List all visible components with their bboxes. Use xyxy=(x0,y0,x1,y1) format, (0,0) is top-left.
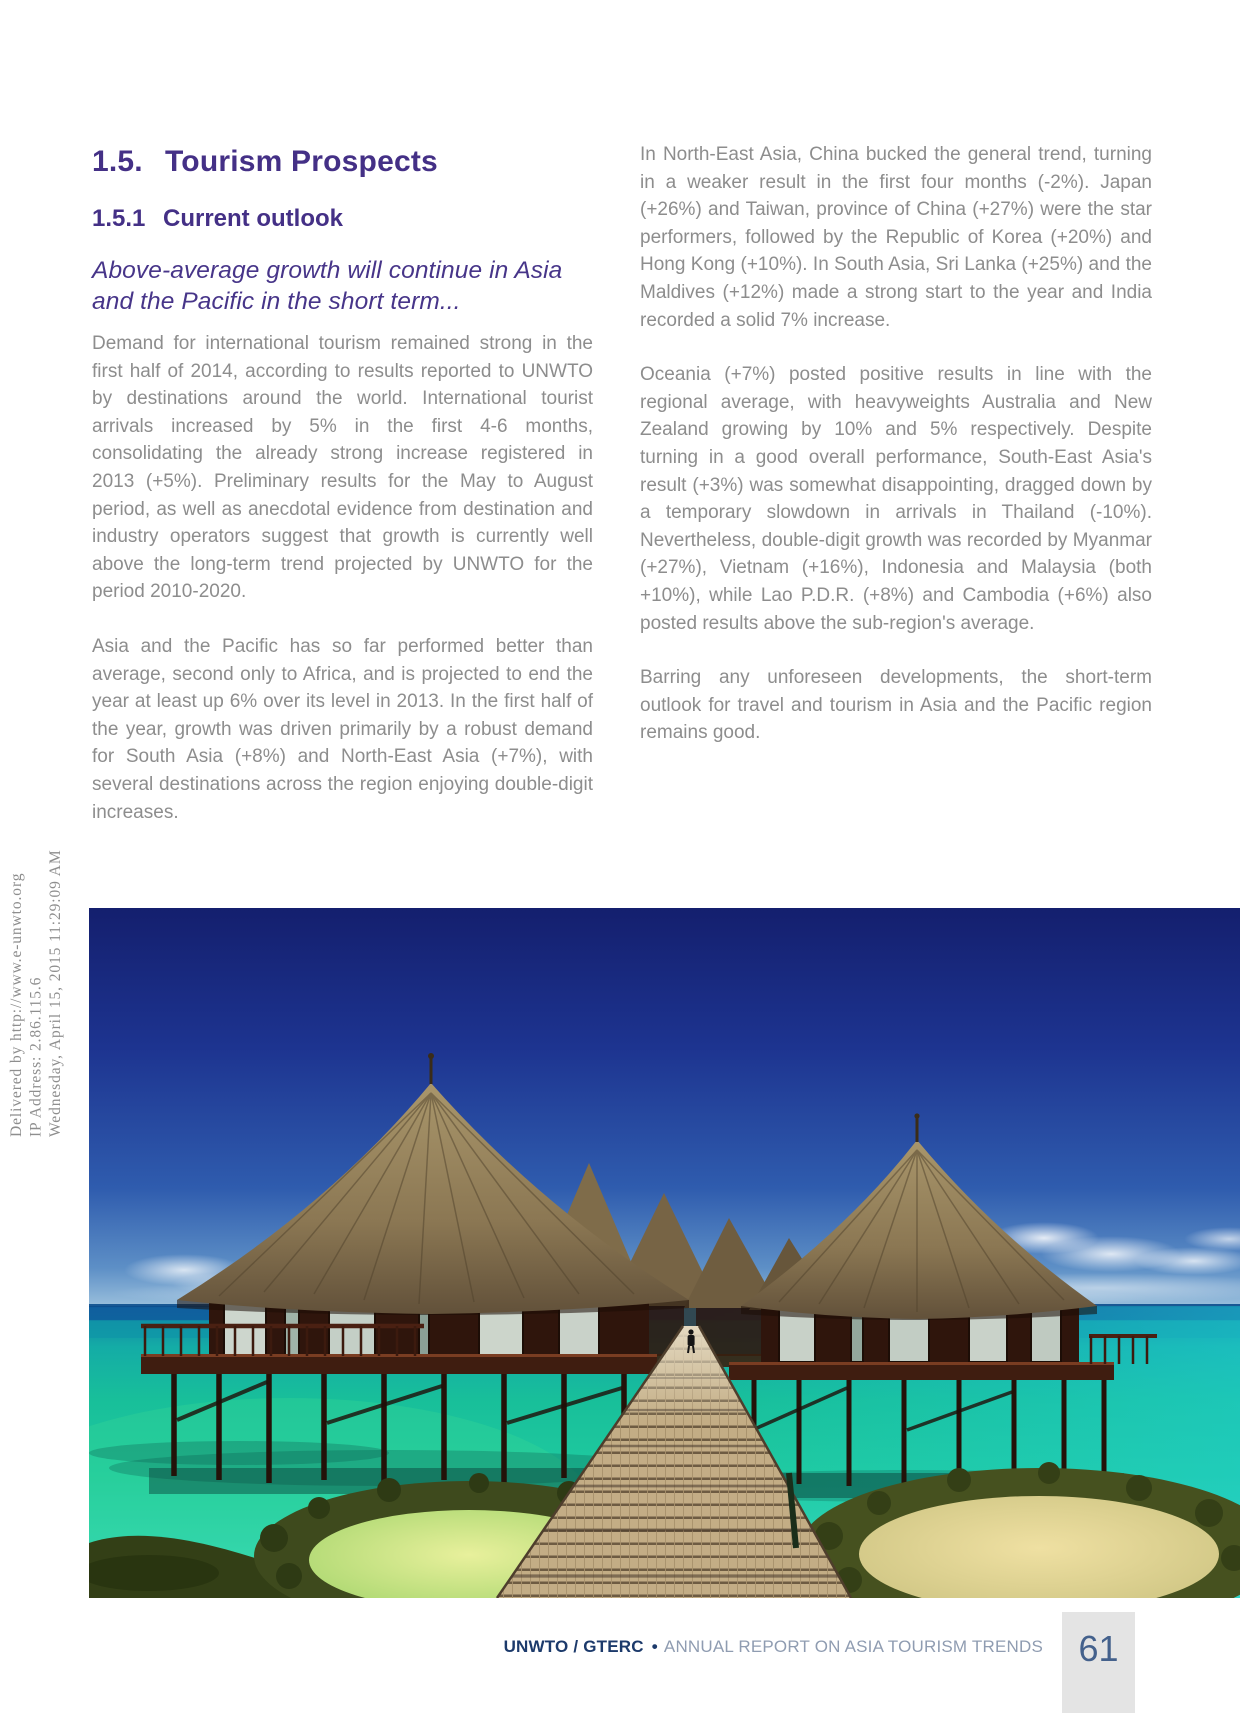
section-heading xyxy=(92,145,597,179)
footer-report-title: ANNUAL REPORT ON ASIA TOURISM TRENDS xyxy=(663,1637,1043,1656)
paragraph: Demand for international tourism remained strong in the first half of 2014, according to results reported to UNWTO by destinations around the world. International tourist arrivals increased by 5% in the first 4-6 months, consolidating the already strong increase registered in 2013 (+5%). Preliminary results for the May to August period, as well as anecdotal evidence from destination and industry operators suggest that growth is currently well above the long-term trend projected by UNWTO for the period 2010-2020. xyxy=(92,333,593,603)
lagoon-photo-svg xyxy=(89,908,1240,1598)
subsection-title: Current outlook xyxy=(163,205,343,232)
page-number: 61 xyxy=(1078,1628,1119,1669)
subsection-number: 1.5.1 xyxy=(92,205,146,232)
subsection-heading xyxy=(92,205,597,233)
lagoon-photo xyxy=(89,908,1240,1598)
section-number: 1.5. xyxy=(92,145,143,178)
footer xyxy=(504,1637,1043,1657)
watermark-line: IP Address: 2.86.115.6 xyxy=(27,976,45,1137)
paragraph: In North-East Asia, China bucked the general trend, turning in a weaker result in the first four months (-2%). Japan (+26%) and Taiwan, province of China (+27%) were the star performers, followed by the Republic of Korea (+20%) and Hong Kong (+10%). In South Asia, Sri Lanka (+25%) and the Maldives (+12%) made a strong start to the year and India recorded a solid 7% increase. xyxy=(640,144,1152,331)
paragraph: Barring any unforeseen developments, the short-term outlook for travel and tourism in Asia and the Pacific region remains good. xyxy=(640,667,1152,744)
paragraph: Oceania (+7%) posted positive results in line with the regional average, with heavyweights Australia and New Zealand growing by 10% and 5% respectively. Despite turning in a good overall performance, South-East Asia's result (+3%) was somewhat disappointing, dragged down by a temporary slowdown in arrivals in Thailand (-10%). Nevertheless, double-digit growth was recorded by Myanmar (+27%), Vietnam (+16%), Indonesia and Malaysia (both +10%), while Lao P.D.R. (+8%) and Cambodia (+6%) also posted results above the sub-region's average. xyxy=(640,364,1152,634)
footer-bullet: • xyxy=(651,1637,658,1656)
left-column xyxy=(92,330,593,853)
lede-text: Above-average growth will continue in Asia and the Pacific in the short term... xyxy=(92,257,563,315)
footer-brand: UNWTO / GTERC xyxy=(503,1637,644,1656)
delivery-watermark xyxy=(7,751,66,1137)
watermark-line: Delivered by http://www.e-unwto.org xyxy=(8,872,25,1137)
paragraph: Asia and the Pacific has so far performed better than average, second only to Africa, and is projected to end the year at least up 6% over its level in 2013. In the first half of the year, growth was driven primarily by a robust demand for South Asia (+8%) and North-East Asia (+7%), with several destinations across the region enjoying double-digit increases. xyxy=(92,635,593,823)
page-number-box xyxy=(1062,1612,1135,1713)
heading-block xyxy=(92,145,597,317)
right-column xyxy=(640,141,1152,774)
watermark-line: Wednesday, April 15, 2015 11:29:09 AM xyxy=(47,849,64,1137)
section-title: Tourism Prospects xyxy=(165,145,438,178)
